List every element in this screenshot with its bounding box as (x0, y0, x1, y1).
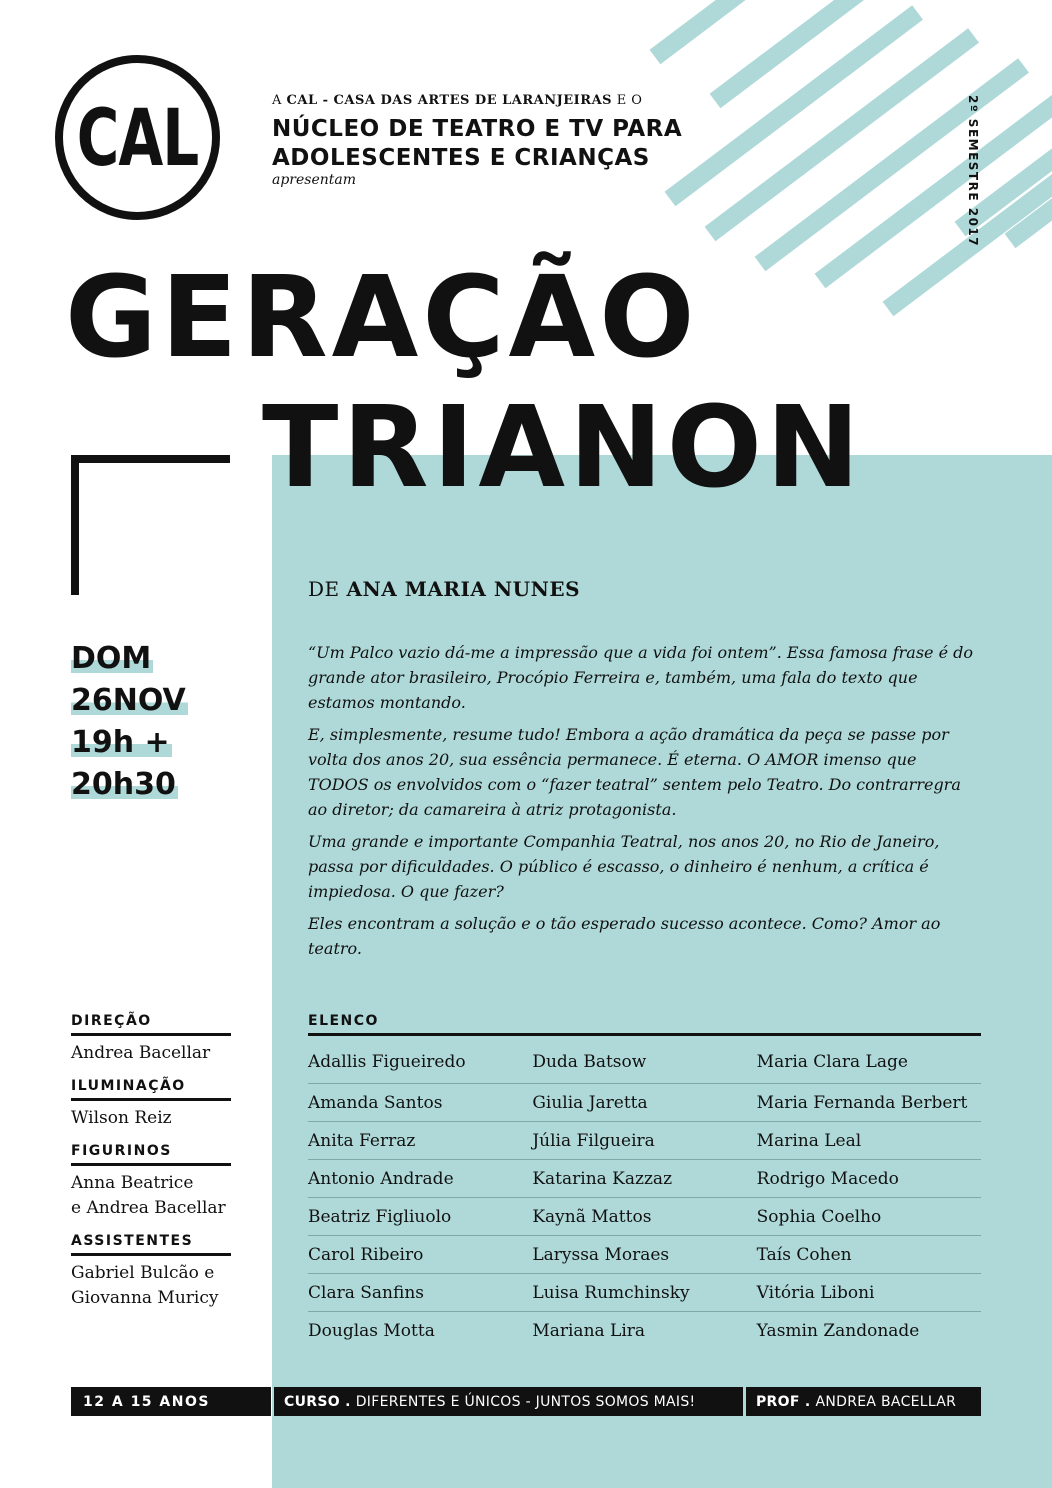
credit-names: Gabriel Bulcão e Giovanna Muricy (71, 1263, 219, 1308)
logo-text: CAL (76, 91, 199, 184)
synopsis-paragraph: E, simplesmente, resume tudo! Embora a ação dramática da peça se passe por volta dos anos 20, sua essência permanece. É eterna. O AMOR imenso que TODOS os envolvidos com o “fazer teatral” sentem pelo Teatro. Do contrarregra ao diretor; da camareira à atriz protagonista. (308, 725, 961, 819)
footer-age-bar: 12 A 15 ANOS (71, 1387, 271, 1416)
cast-row: Antonio Andrade Katarina Kazzaz Rodrigo Macedo (308, 1160, 981, 1198)
title-line-1: GERAÇÃO (65, 253, 699, 383)
synopsis-paragraph: Uma grande e importante Companhia Teatral, nos anos 20, no Rio de Janeiro, passa por dificuldades. O público é escasso, o dinheiro é nenhum, a crítica é impiedosa. O que fazer? (308, 832, 940, 901)
corner-bracket-vertical (71, 455, 79, 595)
credit-names: Andrea Bacellar (71, 1043, 211, 1063)
author-name: ANA MARIA NUNES (346, 577, 581, 601)
credit-role-assistants: ASSISTENTES (71, 1233, 231, 1256)
corner-bracket-horizontal (71, 455, 230, 463)
date-block (71, 638, 188, 806)
synopsis (308, 640, 978, 968)
footer-course-bar: CURSO . DIFERENTES E ÚNICOS - JUNTOS SOMOS MAIS! (274, 1387, 743, 1416)
credit-role-direction: DIREÇÃO (71, 1013, 231, 1036)
cast-row: Adallis Figueiredo Duda Batsow Maria Clara Lage (308, 1040, 981, 1084)
cast-row: Anita Ferraz Júlia Filgueira Marina Leal (308, 1122, 981, 1160)
credits (71, 1013, 231, 1323)
date-date: 26NOV (71, 683, 186, 718)
cast-row: Carol Ribeiro Laryssa Moraes Taís Cohen (308, 1236, 981, 1274)
credit-role-costumes: FIGURINOS (71, 1143, 231, 1166)
date-time-2: 20h30 (71, 767, 176, 802)
cast-heading: ELENCO (308, 1013, 981, 1036)
credit-role-lighting: ILUMINAÇÃO (71, 1078, 231, 1101)
cal-logo (55, 55, 220, 220)
cast-grid (308, 1040, 981, 1349)
author-line: DE ANA MARIA NUNES (308, 577, 581, 601)
credit-names: Anna Beatrice e Andrea Bacellar (71, 1173, 226, 1218)
cast-row: Clara Sanfins Luisa Rumchinsky Vitória Liboni (308, 1274, 981, 1312)
credit-names: Wilson Reiz (71, 1108, 172, 1128)
presenter-verb: apresentam (272, 172, 357, 188)
synopsis-paragraph: “Um Palco vazio dá-me a impressão que a vida foi ontem”. Essa famosa frase é do grande ator brasileiro, Procópio Ferreira e, também, uma fala do texto que estamos montando. (308, 643, 974, 712)
cast-row: Douglas Motta Mariana Lira Yasmin Zandonade (308, 1320, 920, 1341)
cast-row: Beatriz Figliuolo Kaynã Mattos Sophia Coelho (308, 1198, 981, 1236)
date-day: DOM (71, 641, 152, 676)
semester-label: 2º SEMESTRE 2017 (966, 95, 980, 248)
presenter-name: CAL - CASA DAS ARTES DE LARANJEIRAS (286, 93, 613, 108)
presenter-org: NÚCLEO DE TEATRO E TV PARA ADOLESCENTES E CRIANÇAS (272, 116, 683, 171)
date-time-1: 19h + (71, 725, 170, 760)
cast-row: Amanda Santos Giulia Jaretta Maria Fernanda Berbert (308, 1084, 981, 1122)
synopsis-paragraph: Eles encontram a solução e o tão esperado sucesso acontece. Como? Amor ao teatro. (308, 914, 941, 958)
title-line-2: TRIANON (262, 383, 864, 513)
footer-prof-bar: PROF . ANDREA BACELLAR (746, 1387, 981, 1416)
presenter-line: A CAL - CASA DAS ARTES DE LARANJEIRAS E O (272, 93, 643, 108)
